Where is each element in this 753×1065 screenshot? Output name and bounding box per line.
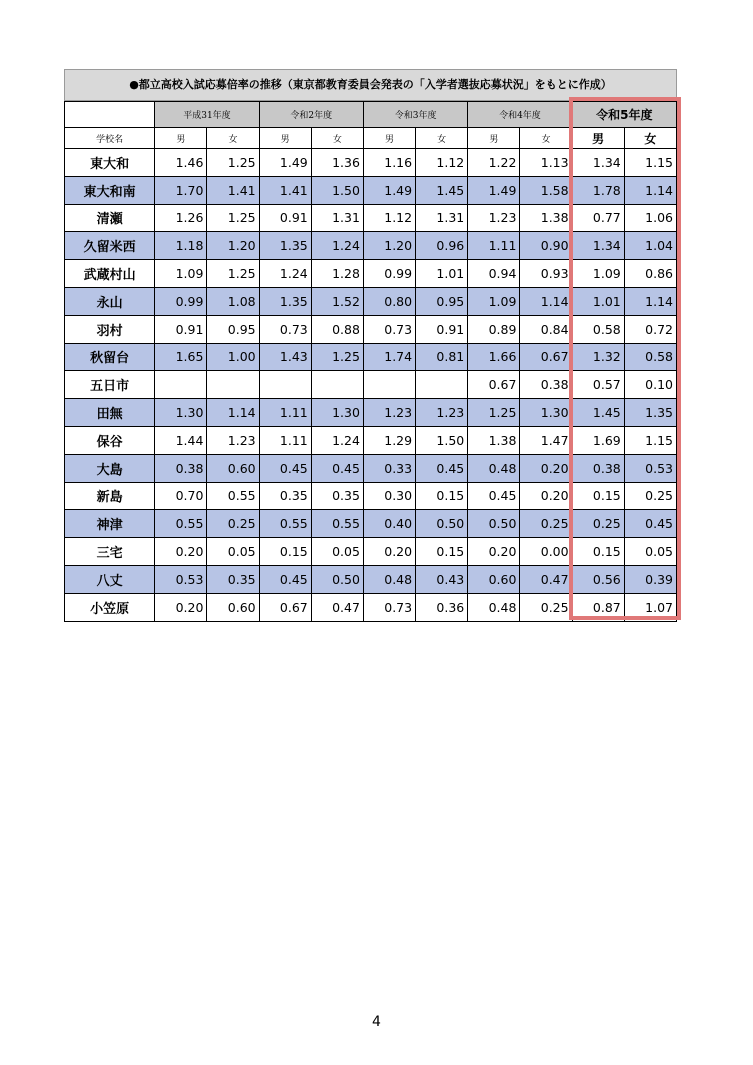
- page-number: 4: [372, 1014, 381, 1030]
- ratio-cell: 1.14: [520, 287, 572, 315]
- ratio-cell: 0.73: [363, 593, 415, 621]
- ratio-cell: 1.45: [572, 399, 624, 427]
- ratio-cell: 1.09: [572, 260, 624, 288]
- ratio-cell: 1.34: [572, 232, 624, 260]
- application-ratio-table: [64, 101, 677, 622]
- ratio-cell: 0.93: [520, 260, 572, 288]
- ratio-cell: 1.32: [572, 343, 624, 371]
- male-header: 男: [155, 128, 207, 149]
- ratio-cell: 1.11: [259, 399, 311, 427]
- ratio-cell: 0.91: [259, 204, 311, 232]
- ratio-cell: 0.60: [207, 454, 259, 482]
- ratio-cell: 0.05: [207, 538, 259, 566]
- ratio-cell: 1.04: [624, 232, 676, 260]
- table-row: [65, 176, 677, 204]
- ratio-cell: 0.80: [363, 287, 415, 315]
- ratio-cell: 1.18: [155, 232, 207, 260]
- ratio-cell: 1.08: [207, 287, 259, 315]
- ratio-cell: 1.41: [207, 176, 259, 204]
- ratio-cell: 0.96: [416, 232, 468, 260]
- ratio-cell: 0.84: [520, 315, 572, 343]
- table-row: [65, 482, 677, 510]
- ratio-cell: 1.70: [155, 176, 207, 204]
- ratio-cell: 0.48: [363, 565, 415, 593]
- ratio-cell: 1.23: [416, 399, 468, 427]
- ratio-cell: 1.43: [259, 343, 311, 371]
- ratio-cell: 0.00: [520, 538, 572, 566]
- ratio-cell: 1.46: [155, 149, 207, 177]
- ratio-cell: 0.10: [624, 371, 676, 399]
- year-header: 令和4年度: [468, 102, 572, 128]
- school-name-cell: 羽村: [65, 315, 155, 343]
- ratio-cell: 1.09: [155, 260, 207, 288]
- ratio-cell: 0.45: [259, 565, 311, 593]
- ratio-cell: 1.50: [311, 176, 363, 204]
- ratio-cell: 0.89: [468, 315, 520, 343]
- school-name-cell: 大島: [65, 454, 155, 482]
- ratio-cell: 1.20: [363, 232, 415, 260]
- male-header: 男: [363, 128, 415, 149]
- ratio-cell: 0.20: [520, 454, 572, 482]
- school-name-cell: 東大和南: [65, 176, 155, 204]
- ratio-cell: 1.41: [259, 176, 311, 204]
- ratio-cell: 1.13: [520, 149, 572, 177]
- ratio-cell: 1.11: [468, 232, 520, 260]
- ratio-cell: 0.77: [572, 204, 624, 232]
- ratio-cell: 0.15: [572, 482, 624, 510]
- school-name-cell: 新島: [65, 482, 155, 510]
- table-row: [65, 204, 677, 232]
- ratio-cell: 0.45: [416, 454, 468, 482]
- ratio-cell: 1.45: [416, 176, 468, 204]
- ratio-cell: 1.23: [207, 426, 259, 454]
- ratio-cell: 1.35: [259, 287, 311, 315]
- ratio-cell: 1.31: [311, 204, 363, 232]
- table-row: [65, 343, 677, 371]
- ratio-cell: 0.20: [468, 538, 520, 566]
- ratio-cell: 1.78: [572, 176, 624, 204]
- ratio-cell: 0.72: [624, 315, 676, 343]
- ratio-cell: 0.55: [311, 510, 363, 538]
- ratio-cell: 1.15: [624, 426, 676, 454]
- female-header: 女: [311, 128, 363, 149]
- ratio-cell: 1.38: [520, 204, 572, 232]
- year-header: 平成31年度: [155, 102, 259, 128]
- ratio-cell: 0.45: [259, 454, 311, 482]
- ratio-cell: 1.25: [311, 343, 363, 371]
- ratio-cell: 0.67: [259, 593, 311, 621]
- male-header: 男: [572, 128, 624, 149]
- ratio-cell: 1.35: [259, 232, 311, 260]
- ratio-cell: 0.45: [311, 454, 363, 482]
- ratio-cell: 1.09: [468, 287, 520, 315]
- ratio-cell: 0.58: [624, 343, 676, 371]
- ratio-cell: 0.53: [155, 565, 207, 593]
- ratio-cell: 0.50: [311, 565, 363, 593]
- ratio-cell: 0.36: [416, 593, 468, 621]
- ratio-cell: 1.52: [311, 287, 363, 315]
- ratio-cell: 1.30: [155, 399, 207, 427]
- school-name-cell: 清瀬: [65, 204, 155, 232]
- ratio-cell: 0.55: [207, 482, 259, 510]
- ratio-cell: 1.01: [572, 287, 624, 315]
- ratio-cell: 0.35: [207, 565, 259, 593]
- school-name-cell: 八丈: [65, 565, 155, 593]
- ratio-cell: 1.24: [311, 232, 363, 260]
- table-row: [65, 426, 677, 454]
- ratio-cell: 0.90: [520, 232, 572, 260]
- corner-cell: [65, 102, 155, 128]
- ratio-cell: 0.67: [520, 343, 572, 371]
- table-row: [65, 538, 677, 566]
- ratio-cell: 0.25: [520, 593, 572, 621]
- ratio-cell: 1.69: [572, 426, 624, 454]
- ratio-cell: 0.40: [363, 510, 415, 538]
- ratio-cell: 1.31: [416, 204, 468, 232]
- ratio-cell: 1.06: [624, 204, 676, 232]
- ratio-cell: 0.20: [363, 538, 415, 566]
- year-header: 令和2年度: [259, 102, 363, 128]
- ratio-cell: 1.35: [624, 399, 676, 427]
- ratio-cell: 1.14: [624, 287, 676, 315]
- ratio-cell: 1.07: [624, 593, 676, 621]
- ratio-cell: 0.48: [468, 454, 520, 482]
- ratio-cell: 0.94: [468, 260, 520, 288]
- school-name-cell: 武蔵村山: [65, 260, 155, 288]
- gender-header-row: [65, 128, 677, 149]
- ratio-cell: 1.30: [520, 399, 572, 427]
- ratio-cell: 1.66: [468, 343, 520, 371]
- female-header: 女: [416, 128, 468, 149]
- school-name-cell: 五日市: [65, 371, 155, 399]
- ratio-cell: 0.81: [416, 343, 468, 371]
- ratio-cell: 1.20: [207, 232, 259, 260]
- ratio-cell: 0.38: [155, 454, 207, 482]
- table-row: [65, 371, 677, 399]
- ratio-cell: 1.12: [363, 204, 415, 232]
- table-row: [65, 315, 677, 343]
- female-header: 女: [520, 128, 572, 149]
- ratio-cell: 1.30: [311, 399, 363, 427]
- ratio-cell: 1.24: [259, 260, 311, 288]
- ratio-cell: 1.58: [520, 176, 572, 204]
- ratio-cell: 1.15: [624, 149, 676, 177]
- ratio-cell: 0.15: [572, 538, 624, 566]
- ratio-cell: 0.30: [363, 482, 415, 510]
- ratio-cell: 0.50: [416, 510, 468, 538]
- ratio-cell: 0.73: [363, 315, 415, 343]
- ratio-cell: 0.25: [624, 482, 676, 510]
- table-row: [65, 510, 677, 538]
- year-header-highlighted: 令和5年度: [572, 102, 676, 128]
- ratio-cell: 0.47: [311, 593, 363, 621]
- ratio-cell: 0.47: [520, 565, 572, 593]
- ratio-cell: 1.49: [363, 176, 415, 204]
- ratio-cell: 0.95: [207, 315, 259, 343]
- ratio-cell: 0.99: [155, 287, 207, 315]
- ratio-cell: 0.70: [155, 482, 207, 510]
- ratio-cell: 1.50: [416, 426, 468, 454]
- ratio-cell: 1.14: [624, 176, 676, 204]
- ratio-cell: 0.58: [572, 315, 624, 343]
- table-row: [65, 593, 677, 621]
- table-body: [65, 149, 677, 622]
- ratio-cell: 0.86: [624, 260, 676, 288]
- ratio-cell: 0.39: [624, 565, 676, 593]
- female-header: 女: [624, 128, 676, 149]
- table-row: [65, 260, 677, 288]
- school-name-cell: 三宅: [65, 538, 155, 566]
- ratio-cell: 1.29: [363, 426, 415, 454]
- ratio-cell: 1.74: [363, 343, 415, 371]
- ratio-cell: 1.49: [468, 176, 520, 204]
- ratio-cell: [311, 371, 363, 399]
- ratio-cell: 0.57: [572, 371, 624, 399]
- school-name-cell: 永山: [65, 287, 155, 315]
- ratio-cell: 0.50: [468, 510, 520, 538]
- male-header: 男: [468, 128, 520, 149]
- ratio-cell: 1.44: [155, 426, 207, 454]
- table-row: [65, 565, 677, 593]
- ratio-cell: 0.87: [572, 593, 624, 621]
- ratio-cell: 0.25: [520, 510, 572, 538]
- ratio-cell: 1.38: [468, 426, 520, 454]
- year-header-row: [65, 102, 677, 128]
- ratio-cell: 1.23: [468, 204, 520, 232]
- ratio-cell: 0.20: [520, 482, 572, 510]
- ratio-cell: 1.16: [363, 149, 415, 177]
- ratio-cell: 0.91: [416, 315, 468, 343]
- ratio-cell: 0.15: [416, 482, 468, 510]
- ratio-cell: 1.49: [259, 149, 311, 177]
- ratio-cell: 0.38: [572, 454, 624, 482]
- ratio-cell: [155, 371, 207, 399]
- school-name-cell: 東大和: [65, 149, 155, 177]
- ratio-cell: 1.11: [259, 426, 311, 454]
- school-name-cell: 小笠原: [65, 593, 155, 621]
- ratio-cell: 0.35: [259, 482, 311, 510]
- ratio-cell: 0.15: [416, 538, 468, 566]
- table-row: [65, 232, 677, 260]
- ratio-cell: 0.15: [259, 538, 311, 566]
- ratio-cell: 0.88: [311, 315, 363, 343]
- ratio-cell: 1.25: [468, 399, 520, 427]
- ratio-cell: 1.24: [311, 426, 363, 454]
- ratio-cell: 1.25: [207, 204, 259, 232]
- ratio-cell: [363, 371, 415, 399]
- ratio-cell: 0.53: [624, 454, 676, 482]
- table-title: ●都立高校入試応募倍率の推移（東京都教育委員会発表の「入学者選抜応募状況」をもとに作成）: [64, 69, 677, 101]
- ratio-cell: 0.99: [363, 260, 415, 288]
- ratio-cell: [416, 371, 468, 399]
- table-row: [65, 287, 677, 315]
- school-name-header: 学校名: [65, 128, 155, 149]
- ratio-cell: 0.35: [311, 482, 363, 510]
- ratio-cell: 0.55: [259, 510, 311, 538]
- ratio-cell: 1.25: [207, 149, 259, 177]
- ratio-cell: [259, 371, 311, 399]
- ratio-cell: 0.38: [520, 371, 572, 399]
- ratio-cell: 0.91: [155, 315, 207, 343]
- ratio-cell: 1.65: [155, 343, 207, 371]
- ratio-cell: [207, 371, 259, 399]
- ratio-cell: 0.05: [311, 538, 363, 566]
- ratio-cell: 0.60: [468, 565, 520, 593]
- school-name-cell: 田無: [65, 399, 155, 427]
- ratio-cell: 1.22: [468, 149, 520, 177]
- ratio-cell: 0.05: [624, 538, 676, 566]
- school-name-cell: 神津: [65, 510, 155, 538]
- ratio-cell: 0.48: [468, 593, 520, 621]
- ratio-cell: 1.14: [207, 399, 259, 427]
- male-header: 男: [259, 128, 311, 149]
- ratio-cell: 1.36: [311, 149, 363, 177]
- ratio-cell: 1.25: [207, 260, 259, 288]
- ratio-cell: 1.12: [416, 149, 468, 177]
- ratio-cell: 1.28: [311, 260, 363, 288]
- ratio-cell: 1.34: [572, 149, 624, 177]
- ratio-cell: 0.25: [572, 510, 624, 538]
- ratio-cell: 0.45: [468, 482, 520, 510]
- school-name-cell: 保谷: [65, 426, 155, 454]
- table-row: [65, 399, 677, 427]
- table-row: [65, 454, 677, 482]
- ratio-cell: 1.47: [520, 426, 572, 454]
- ratio-cell: 0.45: [624, 510, 676, 538]
- ratio-cell: 0.33: [363, 454, 415, 482]
- school-name-cell: 秋留台: [65, 343, 155, 371]
- ratio-cell: 0.20: [155, 593, 207, 621]
- ratio-cell: 0.56: [572, 565, 624, 593]
- ratio-cell: 0.25: [207, 510, 259, 538]
- ratio-cell: 0.67: [468, 371, 520, 399]
- ratio-cell: 1.23: [363, 399, 415, 427]
- ratio-cell: 0.43: [416, 565, 468, 593]
- ratio-cell: 0.95: [416, 287, 468, 315]
- ratio-cell: 0.60: [207, 593, 259, 621]
- school-name-cell: 久留米西: [65, 232, 155, 260]
- ratio-cell: 1.26: [155, 204, 207, 232]
- ratio-cell: 0.73: [259, 315, 311, 343]
- table-row: [65, 149, 677, 177]
- ratio-cell: 0.55: [155, 510, 207, 538]
- ratio-cell: 1.00: [207, 343, 259, 371]
- ratio-cell: 0.20: [155, 538, 207, 566]
- year-header: 令和3年度: [363, 102, 467, 128]
- ratio-cell: 1.01: [416, 260, 468, 288]
- female-header: 女: [207, 128, 259, 149]
